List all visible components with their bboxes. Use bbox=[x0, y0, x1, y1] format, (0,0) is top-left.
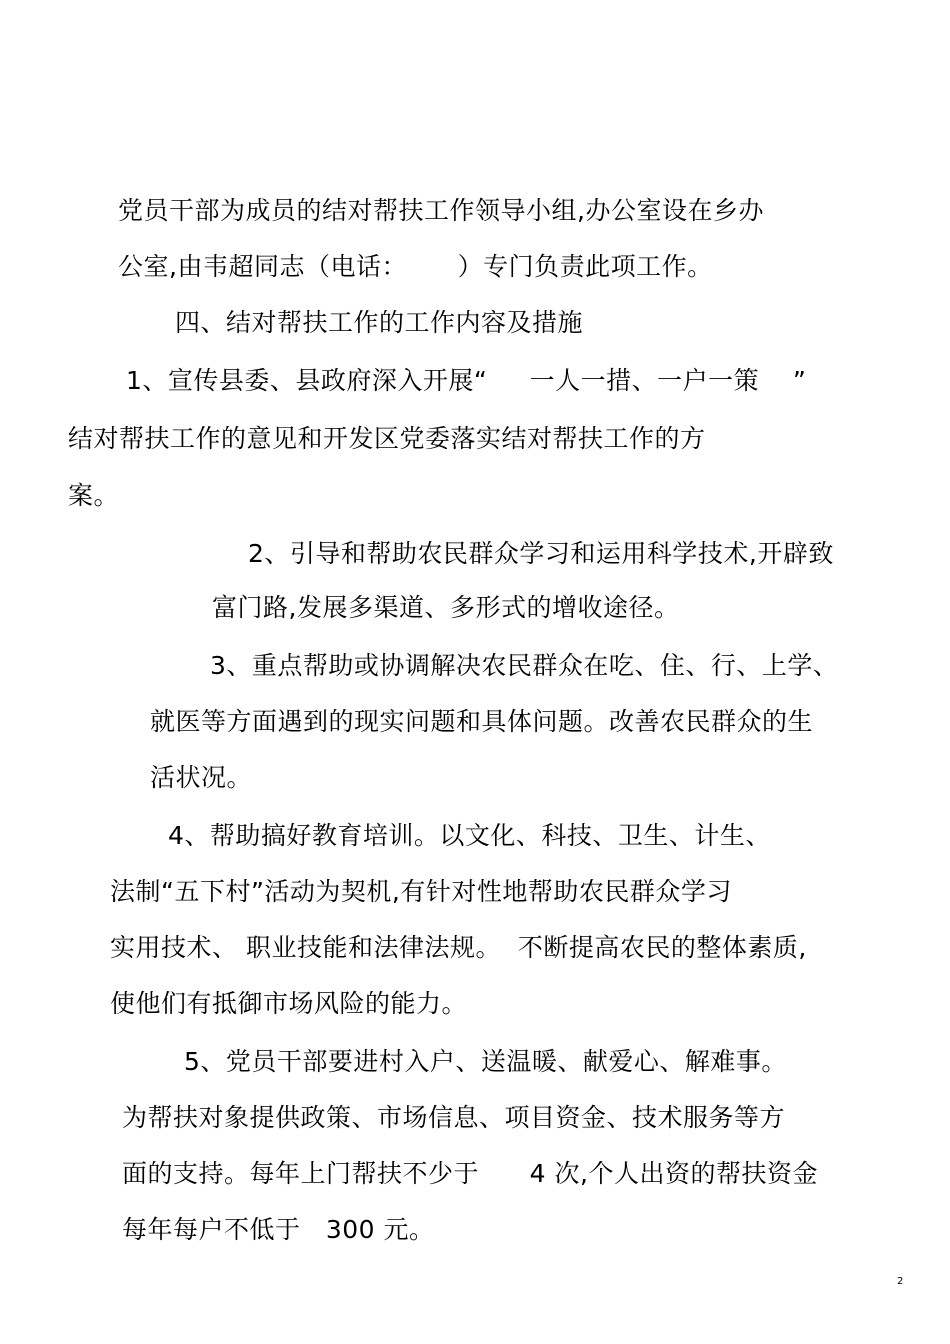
text-line: 每年每户不低于 300 元。 bbox=[122, 1215, 435, 1244]
text-line: 使他们有抵御市场风险的能力。 bbox=[110, 989, 468, 1018]
text-line: 为帮扶对象提供政策、市场信息、项目资金、技术服务等方 bbox=[122, 1103, 786, 1132]
text-line: 党员干部为成员的结对帮扶工作领导小组,办公室设在乡办 bbox=[118, 196, 764, 225]
text-line: 富门路,发展多渠道、多形式的增收途径。 bbox=[212, 593, 680, 622]
text-line: 案。 bbox=[68, 481, 120, 510]
text-line: 结对帮扶工作的意见和开发区党委落实结对帮扶工作的方 bbox=[68, 424, 706, 453]
text-line: 3、重点帮助或协调解决农民群众在吃、住、行、上学、 bbox=[210, 651, 839, 680]
text-line: 公室,由韦超同志（电话： ）专门负责此项工作。 bbox=[118, 252, 713, 281]
page-number: 2 bbox=[897, 1276, 904, 1287]
text-line: 实用技术、 职业技能和法律法规。 不断提高农民的整体素质, bbox=[110, 933, 807, 962]
text-line: 1、宣传县委、县政府深入开展“ 一人一措、一户一策 ” bbox=[126, 366, 807, 395]
text-line: 就医等方面遇到的现实问题和具体问题。改善农民群众的生 bbox=[150, 707, 814, 736]
text-line: 5、党员干部要进村入户、送温暖、献爱心、解难事。 bbox=[184, 1047, 787, 1076]
text-line: 2、引导和帮助农民群众学习和运用科学技术,开辟致 bbox=[248, 539, 834, 568]
text-line: 4、帮助搞好教育培训。以文化、科技、卫生、计生、 bbox=[168, 821, 771, 850]
text-line: 面的支持。每年上门帮扶不少于 4 次,个人出资的帮扶资金 bbox=[122, 1159, 818, 1188]
text-line: 法制“五下村”活动为契机,有针对性地帮助农民群众学习 bbox=[110, 877, 732, 906]
section-heading: 四、结对帮扶工作的工作内容及措施 bbox=[175, 308, 584, 337]
text-line: 活状况。 bbox=[150, 763, 253, 792]
